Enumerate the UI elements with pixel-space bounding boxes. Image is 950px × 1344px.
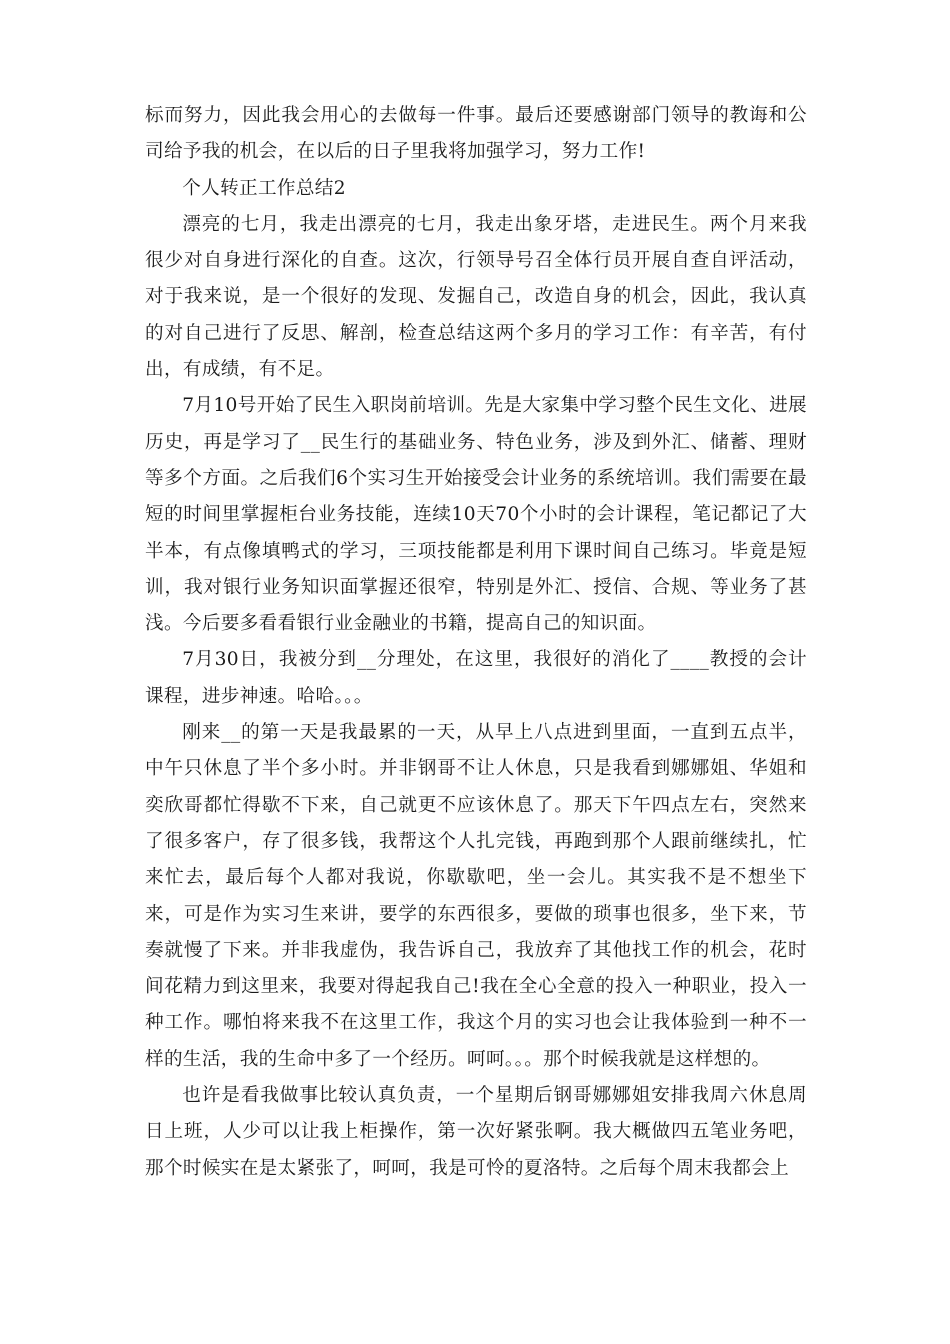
paragraph: 7月30日，我被分到__分理处，在这里，我很好的消化了____教授的会计课程，进步神速。哈哈。。。 [145, 649, 807, 707]
section-heading: 个人转正工作总结2 [182, 177, 346, 199]
document-body [145, 98, 807, 1187]
paragraph: 刚来__的第一天是我最累的一天，从早上八点进到里面，一直到五点半，中午只休息了半个多小时。并非钢哥不让人休息，只是我看到娜娜姐、华姐和奕欣哥都忙得歇不下来，自己就更不应该休息了。那天下午四点左右，突然来了很多客户，存了很多钱，我帮这个人扎完钱，再跑到那个人跟前继续扎，忙来忙去，最后每个人都对我说，你歇歇吧，坐一会儿。其实我不是不想坐下来，可是作为实习生来讲，要学的东西很多，要做的琐事也很多，坐下来，节奏就慢了下来。并非我虚伪，我告诉自己，我放弃了其他找工作的机会，花时间花精力到这里来，我要对得起我自己!我在全心全意的投入一种职业，投入一种工作。哪怕将来我不在这里工作，我这个月的实习也会让我体验到一种不一样的生活，我的生命中多了一个经历。呵呵。。。那个时候我就是这样想的。 [145, 722, 807, 1070]
paragraph: 也许是看我做事比较认真负责，一个星期后钢哥娜娜姐安排我周六休息周日上班，人少可以让我上柜操作，第一次好紧张啊。我大概做四五笔业务吧，那个时候实在是太紧张了，呵呵，我是可怜的夏洛特。之后每个周末我都会上 [145, 1085, 807, 1179]
paragraph: 7月10号开始了民生入职岗前培训。先是大家集中学习整个民生文化、进展历史，再是学习了__民生行的基础业务、特色业务，涉及到外汇、储蓄、理财等多个方面。之后我们6个实习生开始接受会计业务的系统培训。我们需要在最短的时间里掌握柜台业务技能，连续10天70个小时的会计课程，笔记都记了大半本，有点像填鸭式的学习，三项技能都是利用下课时间自己练习。毕竟是短训，我对银行业务知识面掌握还很窄，特别是外汇、授信、合规、等业务了甚浅。今后要多看看银行业金融业的书籍，提高自己的知识面。 [145, 395, 807, 635]
paragraph: 漂亮的七月，我走出漂亮的七月，我走出象牙塔，走进民生。两个月来我很少对自身进行深化的自查。这次，行领导号召全体行员开展自查自评活动，对于我来说，是一个很好的发现、发掘自己，改造自身的机会，因此，我认真的对自己进行了反思、解剖，检查总结这两个多月的学习工作：有辛苦，有付出，有成绩，有不足。 [145, 213, 807, 381]
paragraph-continuation: 标而努力，因此我会用心的去做每一件事。最后还要感谢部门领导的教诲和公司给予我的机会，在以后的日子里我将加强学习，努力工作! [145, 105, 807, 163]
